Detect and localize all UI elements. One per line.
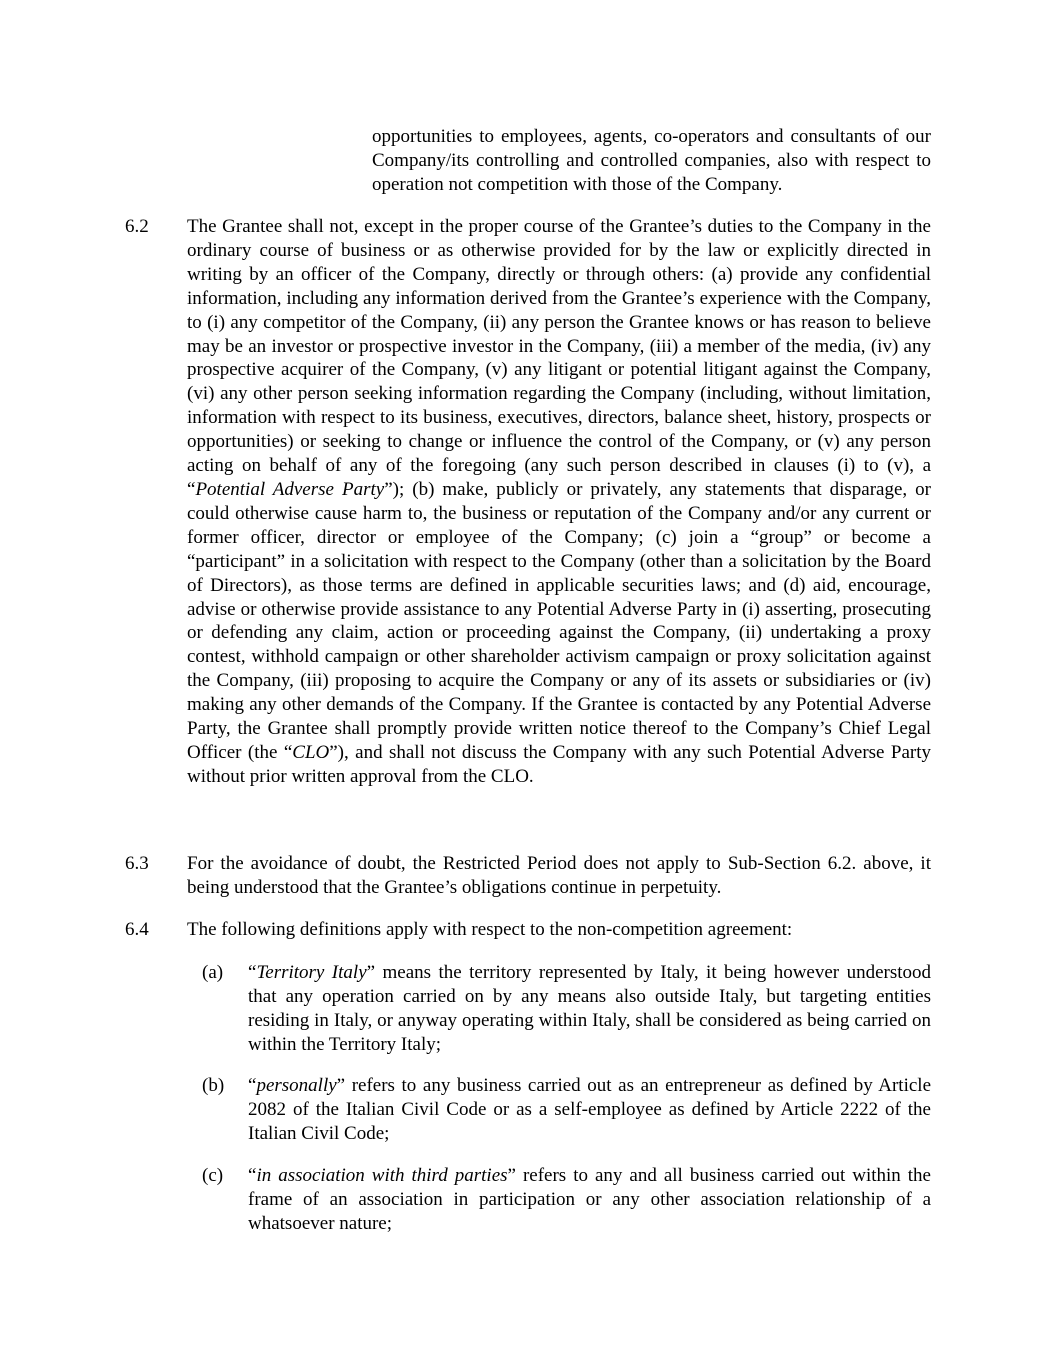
section-number-6-4: 6.4 <box>125 919 149 940</box>
definition-item-a <box>248 961 931 1057</box>
term-potential-adverse-party: Potential Adverse Party <box>195 478 385 500</box>
section-6-2-paragraph <box>187 215 931 789</box>
section-6-3-paragraph <box>187 852 931 900</box>
term-personally: personally <box>256 1075 337 1096</box>
section-number-6-2: 6.2 <box>125 216 149 237</box>
definition-item-b <box>248 1074 931 1146</box>
section-6-2-text-2: ”); (b) make, publicly or privately, any statements that disparage, or could otherwise cause harm to, the business or reputation of the Company and/or any current or former officer, director or employee of the Company; (c) join a “group” or become a “participant” in a solicitation with respect to the Company (other than a solicitation by the Board of Directors), as those terms are defined in applicable securities laws; and (d) aid, encourage, advise or otherwise provide assistance to any Potential Adverse Party in (i) asserting, prosecuting or defending any claim, action or proceeding against the Company, (ii) undertaking a proxy contest, withhold campaign or other shareholder activism campaign or proxy solicitation against the Company, (iii) proposing to acquire the Company or any of its assets or subsidiaries or (iv) making any other demands of the Company. If the Grantee is contacted by any Potential Adverse Party, the Grantee shall promptly provide written notice thereof to the Company’s Chief Legal Officer (the “ <box>187 478 932 763</box>
term-clo: CLO <box>292 741 330 763</box>
section-6-4-text: The following definitions apply with respect to the non-competition agreement: <box>187 919 793 940</box>
section-6-3-text: For the avoidance of doubt, the Restricted Period does not apply to Sub-Section 6.2. above, it being understood that the Grantee’s obligations continue in perpetuity. <box>187 853 931 898</box>
item-c-text: ” refers to any and all business carried out within the frame of an association in participation or any other association relationship of a whatsoever nature; <box>248 1165 931 1234</box>
item-letter-c: (c) <box>202 1165 224 1186</box>
item-b-text: ” refers to any business carried out as an entrepreneur as defined by Article 2082 of the Italian Civil Code or as a self-employee as defined by Article 2222 of the Italian Civil Code; <box>248 1075 931 1144</box>
section-number-6-3: 6.3 <box>125 853 149 874</box>
definition-item-c <box>248 1164 931 1236</box>
section-6-2-text-3: ”), and shall not discuss the Company with any such Potential Adverse Party without prior written approval from the CLO. <box>187 741 931 787</box>
term-in-association-with-third-parties: in association with third parties <box>256 1165 508 1186</box>
item-c-open-quote: “ <box>248 1165 257 1186</box>
section-6-4-paragraph <box>187 918 931 942</box>
section-6-2-text-1: The Grantee shall not, except in the proper course of the Grantee’s duties to the Company in the ordinary course of business or as otherwise provided for by the law or explicitly directed in writing by an officer of the Company, directly or through others: (a) provide any confidential information, including any information derived from the Grantee’s experience with the Company, to (i) any competitor of the Company, (ii) any person the Grantee knows or has reason to believe may be an investor or prospective investor in the Company, (iii) a member of the media, (iv) any prospective acquirer of the Company, (v) any litigant or potential litigant against the Company, (vi) any other person seeking information regarding the Company (including, without limitation, information with respect to its business, executives, directors, balance sheet, history, prospects or opportunities) or seeking to change or influence the control of the Company, or (v) any person acting on behalf of any of the foregoing (any such person described in clauses (i) to (v), a “ <box>187 216 931 500</box>
item-a-text: ” means the territory represented by Italy, it being however understood that any operation carried on by any means also outside Italy, but targeting entities residing in Italy, or anyway operating within Italy, shall be considered as being carried on within the Territory Italy; <box>248 962 932 1055</box>
item-a-open-quote: “ <box>248 962 257 983</box>
continuation-paragraph <box>372 125 931 197</box>
item-b-open-quote: “ <box>248 1075 257 1096</box>
continuation-text: opportunities to employees, agents, co-operators and consultants of our Company/its controlling and controlled companies, also with respect to operation not competition with those of the Company. <box>372 126 931 195</box>
term-territory-italy: Territory Italy <box>256 962 367 983</box>
item-letter-a: (a) <box>202 962 224 983</box>
item-letter-b: (b) <box>202 1075 225 1096</box>
